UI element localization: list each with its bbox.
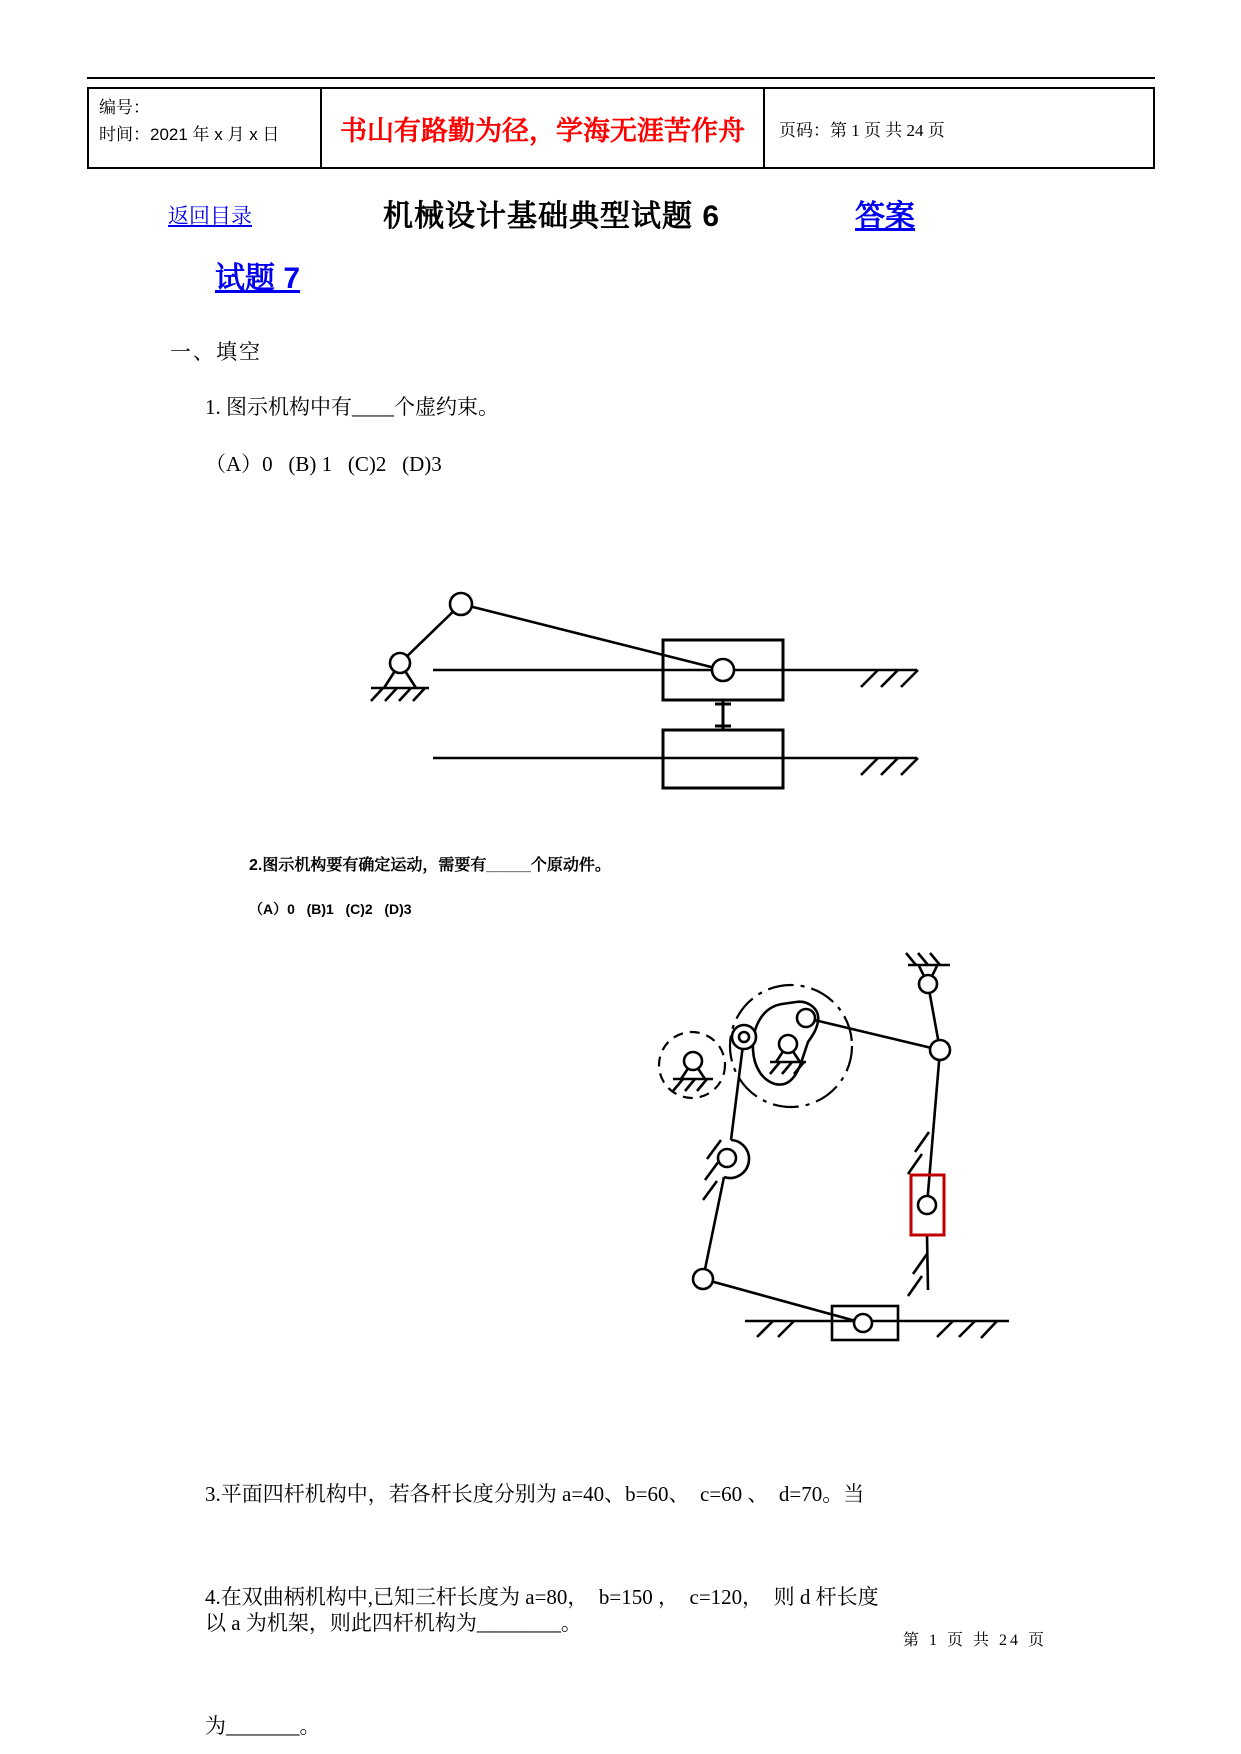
guide-rail-2 xyxy=(433,758,918,775)
fixed-pivot-in-small-gear xyxy=(673,1052,713,1091)
answer-link[interactable]: 答案 xyxy=(855,200,915,233)
mechanism-diagram-1 xyxy=(325,515,940,805)
top-divider xyxy=(87,77,1155,79)
fixed-pivot-in-cam xyxy=(770,1035,806,1074)
question-3-line2: 以 a 为机架，则此四杆机构为________。 xyxy=(205,1611,582,1635)
paper-7-link[interactable]: 试题 7 xyxy=(215,262,301,295)
fixed-pivot-with-arc xyxy=(703,1140,749,1200)
slogan-text: 书山有路勤为径，学海无涯苦作舟 xyxy=(340,115,745,146)
number-label: 编号： xyxy=(99,98,150,117)
fixed-pivot-top-right xyxy=(906,953,950,993)
section-heading-fill-blanks: 一、填空 xyxy=(170,340,262,364)
header-cell-page xyxy=(765,89,1153,167)
footer-page-info: 第 1 页 共 24 页 xyxy=(903,1632,1048,1649)
bottom-slider-block xyxy=(832,1306,898,1340)
question-1-text: 1. 图示机构中有____个虚约束。 xyxy=(205,395,499,419)
rigid-stem xyxy=(715,700,731,730)
header-cell-meta xyxy=(89,89,322,167)
pin-joint-slider1 xyxy=(712,659,734,681)
question-1-options: （A）0 (B) 1 (C)2 (D)3 xyxy=(205,452,442,476)
page-number-label: 页码：第 1 页 共 24 页 xyxy=(779,120,945,140)
header-table xyxy=(87,87,1155,169)
links xyxy=(400,604,723,670)
time-label: 时间：2021 年 x 月 x 日 xyxy=(99,125,280,144)
pin-joint-right xyxy=(930,1040,950,1060)
page-title: 机械设计基础典型试题 6 xyxy=(383,200,721,233)
question-3-line1: 3.平面四杆机构中，若各杆长度分别为 a=40、b=60、 c=60 、 d=70。当 xyxy=(205,1482,865,1506)
fixed-pivot xyxy=(371,653,429,701)
question-4-line2: 为_______。 xyxy=(205,1714,321,1738)
question-2-text: 2.图示机构要有确定运动，需要有_____个原动件。 xyxy=(249,857,611,874)
question-2-options: （A）0 (B)1 (C)2 (D)3 xyxy=(249,901,412,917)
header-cell-slogan xyxy=(322,89,765,167)
question-4-line1: 4.在双曲柄机构中,已知三杆长度为 a=80， b=150 ， c=120， 则 d 杆长度 xyxy=(205,1585,879,1609)
pin-joint-lower-left xyxy=(693,1269,713,1289)
mechanism-diagram-2 xyxy=(575,928,1035,1353)
guide-rail-1 xyxy=(433,670,918,687)
cam-pin-joint xyxy=(797,1009,815,1027)
roller-joint xyxy=(732,1025,756,1049)
back-to-catalog-link[interactable]: 返回目录 xyxy=(168,204,252,228)
bottom-guide-rail xyxy=(745,1321,1009,1338)
question-4 xyxy=(205,1490,879,1754)
pin-joint-top xyxy=(450,593,472,615)
